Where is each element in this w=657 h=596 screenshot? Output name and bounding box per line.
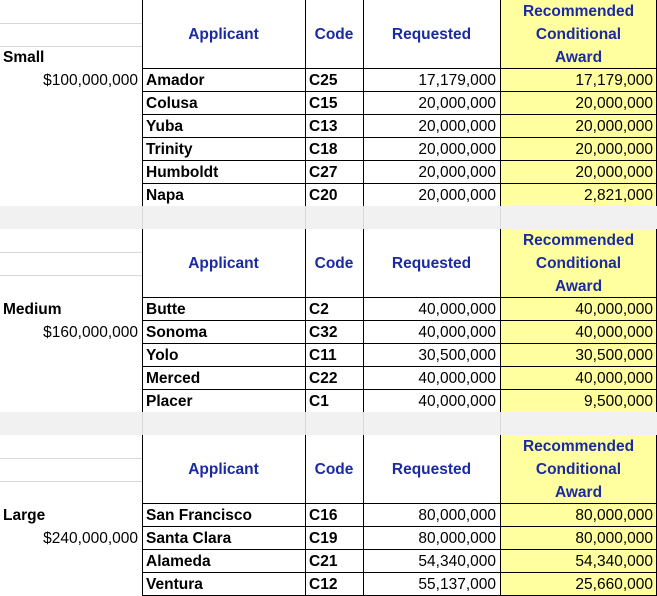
- section-label: Small: [3, 49, 45, 66]
- award-cell: 40,000,000: [575, 370, 653, 387]
- header-award-1: Recommended: [522, 232, 635, 249]
- applicant-cell: Napa: [146, 187, 184, 204]
- requested-cell: 55,137,000: [418, 576, 496, 593]
- applicant-cell: San Francisco: [146, 507, 252, 524]
- header-award-1: Recommended: [522, 3, 635, 20]
- grid-line: [0, 458, 142, 459]
- code-cell: C2: [309, 301, 329, 318]
- column-border: [363, 0, 364, 207]
- requested-cell: 54,340,000: [418, 553, 496, 570]
- header-requested: Requested: [391, 26, 472, 43]
- column-border: [305, 229, 306, 413]
- applicant-cell: Merced: [146, 370, 201, 387]
- code-cell: C21: [309, 553, 338, 570]
- column-border: [363, 229, 364, 413]
- header-code: Code: [314, 461, 354, 478]
- award-cell: 17,179,000: [575, 72, 653, 89]
- column-border: [500, 229, 501, 413]
- applicant-cell: Amador: [146, 72, 205, 89]
- row-border: [142, 297, 657, 298]
- requested-cell: 40,000,000: [418, 301, 496, 318]
- header-award-2: Conditional: [535, 255, 622, 272]
- section-separator: [0, 412, 657, 435]
- requested-cell: 20,000,000: [418, 118, 496, 135]
- applicant-cell: Placer: [146, 393, 193, 410]
- column-border: [305, 435, 306, 596]
- applicant-cell: Butte: [146, 301, 186, 318]
- applicant-cell: Trinity: [146, 141, 193, 158]
- header-code: Code: [314, 26, 354, 43]
- section-budget: $240,000,000: [43, 530, 138, 547]
- grid-line: [305, 206, 306, 229]
- award-cell: 20,000,000: [575, 118, 653, 135]
- grid-line: [500, 206, 501, 229]
- column-border: [305, 0, 306, 207]
- requested-cell: 20,000,000: [418, 164, 496, 181]
- section-budget: $100,000,000: [43, 72, 138, 89]
- applicant-cell: Ventura: [146, 576, 203, 593]
- code-cell: C22: [309, 370, 338, 387]
- row-border: [142, 68, 657, 69]
- requested-cell: 20,000,000: [418, 141, 496, 158]
- award-cell: 30,500,000: [575, 347, 653, 364]
- column-border: [142, 229, 143, 413]
- applicant-cell: Santa Clara: [146, 530, 232, 547]
- code-cell: C13: [309, 118, 338, 135]
- requested-cell: 80,000,000: [418, 507, 496, 524]
- column-border: [500, 435, 501, 596]
- award-cell: 40,000,000: [575, 301, 653, 318]
- header-applicant: Applicant: [188, 461, 259, 478]
- header-code: Code: [314, 255, 354, 272]
- grid-line: [0, 481, 142, 482]
- code-cell: C11: [309, 347, 337, 364]
- row-border: [142, 503, 657, 504]
- grid-line: [0, 275, 142, 276]
- code-cell: C16: [309, 507, 338, 524]
- award-cell: 9,500,000: [584, 393, 653, 410]
- section-label: Large: [3, 507, 46, 524]
- applicant-cell: Sonoma: [146, 324, 208, 341]
- section-label: Medium: [3, 301, 62, 318]
- grid-line: [500, 412, 501, 435]
- grid-line: [363, 412, 364, 435]
- code-cell: C27: [309, 164, 338, 181]
- code-cell: C25: [309, 72, 338, 89]
- award-cell: 20,000,000: [575, 95, 653, 112]
- applicant-cell: Alameda: [146, 553, 211, 570]
- header-requested: Requested: [391, 255, 472, 272]
- award-cell: 54,340,000: [575, 553, 653, 570]
- header-applicant: Applicant: [188, 255, 259, 272]
- header-award-2: Conditional: [535, 26, 622, 43]
- section-budget: $160,000,000: [43, 324, 138, 341]
- grid-line: [0, 23, 142, 24]
- applicant-cell: Yolo: [146, 347, 179, 364]
- code-cell: C15: [309, 95, 338, 112]
- grid-line: [0, 252, 142, 253]
- grid-line: [305, 412, 306, 435]
- applicant-cell: Yuba: [146, 118, 184, 135]
- code-cell: C32: [309, 324, 338, 341]
- header-award-1: Recommended: [522, 438, 635, 455]
- requested-cell: 17,179,000: [418, 72, 496, 89]
- header-award-3: Award: [554, 278, 603, 295]
- applicant-cell: Humboldt: [146, 164, 219, 181]
- grid-line: [142, 206, 143, 229]
- applicant-cell: Colusa: [146, 95, 198, 112]
- column-border: [363, 435, 364, 596]
- column-border: [142, 0, 143, 207]
- code-cell: C19: [309, 530, 338, 547]
- code-cell: C20: [309, 187, 338, 204]
- header-award-3: Award: [554, 484, 603, 501]
- requested-cell: 20,000,000: [418, 95, 496, 112]
- requested-cell: 30,500,000: [418, 347, 496, 364]
- requested-cell: 20,000,000: [418, 187, 496, 204]
- code-cell: C12: [309, 576, 338, 593]
- header-applicant: Applicant: [188, 26, 259, 43]
- header-award-3: Award: [554, 49, 603, 66]
- award-cell: 25,660,000: [575, 576, 653, 593]
- requested-cell: 80,000,000: [418, 530, 496, 547]
- grid-line: [142, 412, 143, 435]
- award-cell: 20,000,000: [575, 164, 653, 181]
- header-requested: Requested: [391, 461, 472, 478]
- award-cell: 2,821,000: [584, 187, 653, 204]
- column-border: [500, 0, 501, 207]
- requested-cell: 40,000,000: [418, 324, 496, 341]
- requested-cell: 40,000,000: [418, 370, 496, 387]
- code-cell: C18: [309, 141, 338, 158]
- header-award-2: Conditional: [535, 461, 622, 478]
- award-cell: 40,000,000: [575, 324, 653, 341]
- award-cell: 80,000,000: [575, 530, 653, 547]
- column-border: [142, 435, 143, 596]
- code-cell: C1: [309, 393, 329, 410]
- award-cell: 20,000,000: [575, 141, 653, 158]
- requested-cell: 40,000,000: [418, 393, 496, 410]
- award-cell: 80,000,000: [575, 507, 653, 524]
- section-separator: [0, 206, 657, 229]
- grid-line: [363, 206, 364, 229]
